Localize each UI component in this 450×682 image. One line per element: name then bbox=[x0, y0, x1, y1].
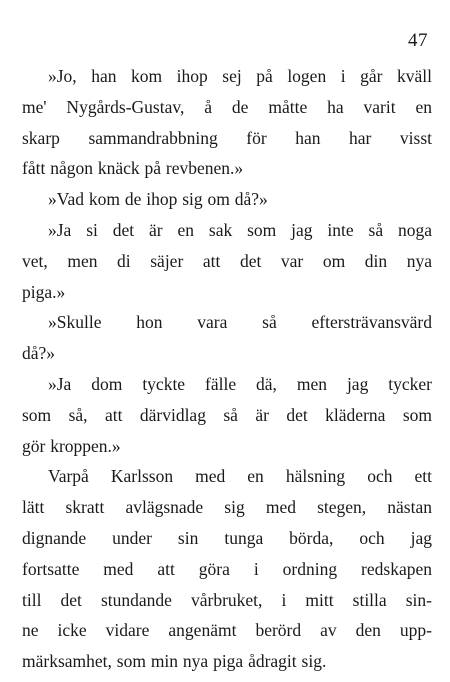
text-line: »Ja dom tyckte fälle dä, men jag tycker bbox=[48, 373, 432, 394]
text-line: som så, att därvidlag så är det kläderna som bbox=[22, 404, 432, 425]
text-line: piga.» bbox=[22, 281, 66, 302]
text-line: lätt skratt avlägsnade sig med stegen, nästan bbox=[22, 497, 432, 518]
text-line: fortsatte med att göra i ordning redskapen bbox=[22, 558, 432, 579]
text-line: vet, men di säjer att det var om din nya bbox=[22, 250, 432, 271]
paragraph bbox=[22, 307, 432, 369]
text-line: »Skulle hon vara så eftersträvansvärd bbox=[48, 312, 432, 333]
text-line: till det stundande vårbruket, i mitt stilla sin- bbox=[22, 589, 432, 610]
text-line: ne icke vidare angenämt berörd av den upp- bbox=[22, 620, 432, 641]
paragraph bbox=[22, 61, 432, 184]
text-line: me' Nygårds-Gustav, å de måtte ha varit en bbox=[22, 96, 432, 117]
text-line: »Jo, han kom ihop sej på logen i går kväll bbox=[48, 66, 432, 86]
paragraph bbox=[22, 215, 432, 307]
text-line: »Vad kom de ihop sig om då?» bbox=[48, 189, 268, 210]
page-number: 47 bbox=[408, 30, 428, 51]
paragraph bbox=[22, 184, 432, 215]
text-line: fått någon knäck på revbenen.» bbox=[22, 158, 244, 179]
text-line: då?» bbox=[22, 343, 56, 364]
text-line: dignande under sin tunga börda, och jag bbox=[22, 527, 432, 548]
text-line: gör kroppen.» bbox=[22, 435, 121, 456]
body-text bbox=[22, 61, 432, 677]
text-line: märksamhet, som min nya piga ådragit sig. bbox=[22, 651, 327, 672]
paragraph bbox=[22, 461, 432, 677]
text-line: »Ja si det är en sak som jag inte så noga bbox=[48, 219, 432, 240]
paragraph bbox=[22, 369, 432, 461]
text-line: skarp sammandrabbning för han har visst bbox=[22, 127, 432, 148]
text-line: Varpå Karlsson med en hälsning och ett bbox=[48, 466, 432, 487]
